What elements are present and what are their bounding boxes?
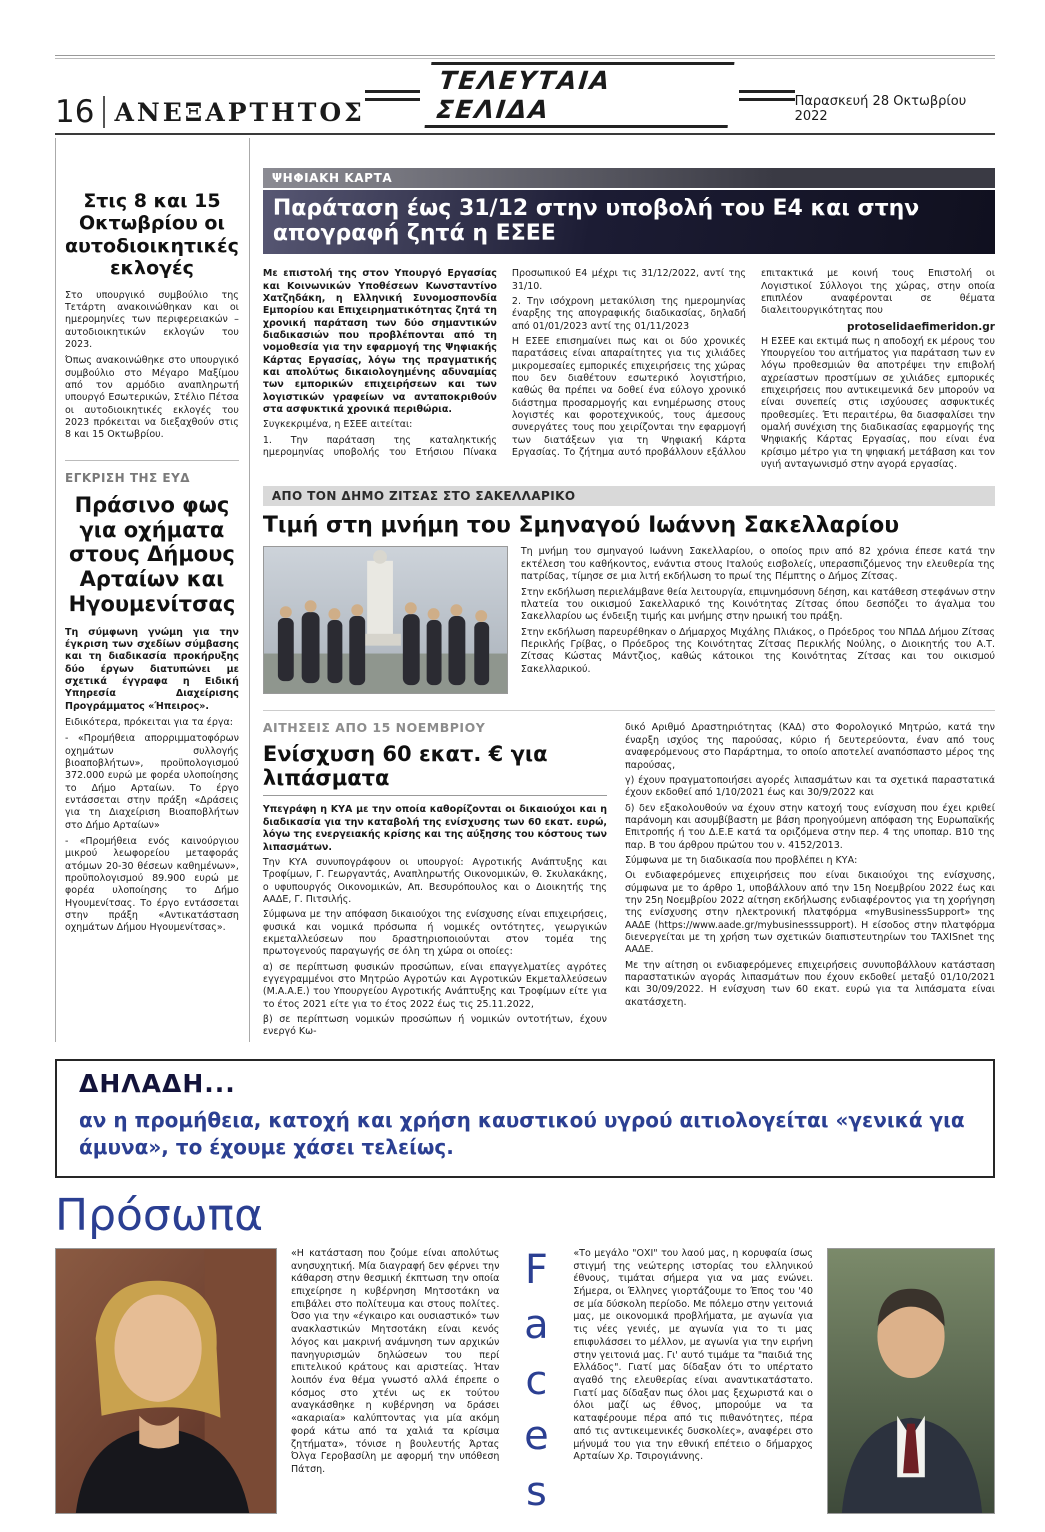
tsirogiannis-photo bbox=[827, 1248, 995, 1514]
masthead-divider bbox=[103, 96, 105, 128]
article-lead: Τη σύμφωνη γνώμη για την έγκριση των σχεδίων σύμβασης και τη διαδικασία προκήρυξης δύο έργων διατυπώνει με σχετικά έγγραφα η Ειδική Υπηρεσία Διαχείρισης Προγράμματος «Ήπειρος». bbox=[65, 626, 239, 712]
story-paragraph: Τη μνήμη του σμηναγού Ιωάννη Σακελλαρίου, ο οποίος πριν από 82 χρόνια έπεσε κατά την εκτέλεση του καθήκοντος, ενάντια στους Ιταλούς εισβολείς, υπερασπιζόμενος την ελευθερία της πατρίδας, τίμησε σε μια λιτή εκδήλωση το πρωί της Πέμπτης ο Δήμος Ζίτσας. bbox=[520, 546, 995, 583]
story-paragraph: Η ΕΣΕΕ επισημαίνει πως και οι δύο χρονικές παρατάσεις είναι απαραίτητες για τις χιλιάδες μικρομεσαίες εμπορικές επιχειρήσεις της χώρας που δεν διαθέτουν εσωτερικό λογιστήριο, καθώς θα πρέπει να δοθεί ένα εύλογο χρονικό διάστημα προσαρμογής και ενημέρωσης στους λογιστές και φοροτεχνικούς, τους άμεσους συνεργάτες τους που χειρίζονται την εφαρμογή των διατάξεων για τη Ψηφιακή Κάρτα Εργασίας. Το ζήτημα αυτό προβάλλουν εξάλλου επιτακτικά με κοινή τους Επιστολή οι Λογιστικοί Σύλλογοι της χώρας, στην οποία επιπλέον αναφέρονται σε θέματα διαλειτουργικότητας που bbox=[511, 268, 995, 459]
main-column bbox=[250, 138, 995, 1042]
section-banner bbox=[365, 62, 795, 128]
story-paragraph: 2. Την ισόχρονη μετακύλιση της ημερομηνίας έναρξης της απογραφικής διαδικασίας, δηλαδή από 01/01/2023 αντί της 01/11/2023 bbox=[511, 296, 746, 332]
vehicles-article-body bbox=[65, 627, 239, 935]
story-paragraph: Με την αίτηση οι ενδιαφερόμενες επιχειρήσεις συνυποβάλλουν κατάσταση παραστατικών αγοράς λιπασμάτων που έχουν εκδοθεί μεταξύ 01/10/2021 και 30/09/2022. Η ενίσχυση των 60 εκατ. ευρώ για τα λιπάσματα είναι ακατάσχετη. bbox=[624, 959, 995, 1008]
faces-left-quote: «Η κατάσταση που ζούμε είναι απολύτως ανησυχητική. Μία διαγραφή δεν φέρνει την κάθαρση στην θεσμική έκπτωση την οποία επιχείρησε η κυβέρνηση Μητσοτάκη να επιβάλει στο πολίτευμα και στους πολίτες. Όσο για την «έγκαιρο και ουσιαστικό» των ανακλαστικών Μητσοτάκη είναι κενός λόγος και μακρινή ανάμνηση των αρχικών πανηγυρισμών δηλώσεων του περί επιτελικού κράτους και αριστείας. Ήταν λοιπόν ένα θέμα γνωστό αλλά έπρεπε ο κόσμος στο χτένι ως εκ τούτου αναγκάσθηκε η κυβέρνηση να δράσει «ακαριαία» καλύπτοντας για μία ακόμη φορά κάτω από τα χαλιά τα κρίσιμα ζητήματα», τόνισε η βουλευτής Άρτας Όλγα Γεροβασίλη με αφορμή την υπόθεση Πάτση. bbox=[291, 1247, 500, 1476]
story-sakellariou-body bbox=[521, 546, 995, 694]
memorial-ceremony-photo bbox=[263, 546, 508, 694]
elections-article-title: Στις 8 και 15 Οκτωβρίου οι αυτοδιοικητικές εκλογές bbox=[65, 190, 239, 280]
story-paragraph: 1. Την παράταση της καταληκτικής ημερομηνίας υποβολής του Ετήσιου Πίνακα Προσωπικού Ε4 μέχρι τις 31/12/2022, αντί της 31/10. bbox=[262, 268, 746, 459]
faces-title: Πρόσωπα bbox=[55, 1189, 264, 1241]
article-paragraph: - «Προμήθεια ενός καινούργιου μικρού λεωφορείου μεταφοράς ατόμων 20-30 θέσεων καθημένων», προϋπολογισμού 89.900 ευρώ με φορέα υλοποίησης το Δήμο Ηγουμενίτσας. Το έργο εντάσσεται στην πράξη «Αντικατάσταση οχημάτων Δήμου Ηγουμενίτσας». bbox=[65, 836, 239, 934]
story-sakellariou-kicker: ΑΠΟ ΤΟΝ ΔΗΜΟ ΖΙΤΣΑΣ ΣΤΟ ΣΑΚΕΛΛΑΡΙΚΟ bbox=[263, 486, 995, 506]
elections-article-body bbox=[65, 290, 239, 442]
page-header bbox=[55, 55, 995, 135]
story-paragraph: Οι ενδιαφερόμενες επιχειρήσεις που είναι δικαιούχοι της ενίσχυσης, σύμφωνα με το άρθρο 1, υποβάλλουν από την 15η Νοεμβρίου 2022 έως και την 25η Νοεμβρίου 2022 αίτηση εκδήλωσης ενδιαφέροντος για τη χορήγηση της ενίσχυσης στην ηλεκτρονική πλατφόρμα «myBusinessSupport» της ΑΑΔΕ (https://www.aade.gr/mybusinesssupport). Η είσοδος στην πλατφόρμα διενεργείται με τη χρήση των σχετικών διαπιστευτηρίων του TAXISnet της ΑΑΔΕ. bbox=[624, 870, 995, 956]
faces-vertical-label bbox=[513, 1248, 559, 1514]
faces-section bbox=[55, 1189, 995, 1515]
story-paragraph: α) σε περίπτωση φυσικών προσώπων, είναι επαγγελματίες αγρότες εγγεγραμμένοι στο Μητρώο Αγροτών και Αγροτικών Εκμεταλλεύσεων (Μ.Α.Α.Ε.) του Υπουργείου Αγροτικής Ανάπτυξης και Τροφίμων είτε για το έτος 2021 είτε για το έτος 2022 έως τις 25.11.2022, bbox=[262, 961, 607, 1010]
banner-left-bar bbox=[365, 90, 420, 101]
masthead: ΑΝΕΞΑΡΤΗΤΟΣ bbox=[114, 97, 365, 127]
gerovasili-photo bbox=[55, 1248, 277, 1514]
story-esee-headline: Παράταση έως 31/12 στην υποβολή του Ε4 και στην απογραφή ζητά η ΕΣΕΕ bbox=[263, 190, 995, 254]
story-sakellariou bbox=[263, 486, 995, 694]
story-fertilizers bbox=[263, 710, 995, 1041]
faces-letter: e bbox=[524, 1413, 549, 1460]
story-paragraph: Την ΚΥΑ συνυπογράφουν οι υπουργοί: Αγροτικής Ανάπτυξης και Τροφίμων, Γ. Γεωργαντάς, Αναπληρωτής Οικονομικών, Θ. Σκυλακάκης, ο υφυπουργός Οικονομικών, Απ. Βεσυρόπουλος και ο Διοικητής της ΑΑΔΕ, Γ. Πιτσιλής. bbox=[262, 856, 607, 905]
diladi-text: αν η προμήθεια, κατοχή και χρήση καυστικού υγρού αιτιολογείται «γενικά για άμυνα», το έχουμε χάσει τελείως. bbox=[79, 1107, 965, 1160]
story-paragraph: δ) δεν εξακολουθούν να έχουν στην κατοχή τους ενίσχυση που έχει κριθεί παράνομη και ασυμβίβαστη με βάση προηγούμενη απόφαση της Ευρωπαϊκής Επιτροπής ή του Δ.Ε.Ε κατά τα οριζόμενα στην περ. 4 της υποπαρ. Β10 της παρ. Β του άρθρου πρώτου του ν. 4152/2013. bbox=[624, 802, 995, 851]
left-column bbox=[55, 138, 250, 1042]
story-paragraph: Συγκεκριμένα, η ΕΣΕΕ αιτείται: bbox=[262, 419, 413, 431]
story-paragraph: Σύμφωνα με την απόφαση δικαιούχοι της ενίσχυσης είναι επιχειρήσεις, φυσικά και νομικά πρόσωπα ή νομικές οντότητες, γεωργικών εκμεταλλεύσεων που δραστηριοποιούνται στον τομέα της πρωτογενούς παραγωγής σε όλη τη χώρα οι οποίες: bbox=[262, 909, 607, 958]
story-paragraph: Στην εκδήλωση περιελάμβανε θεία λειτουργία, επιμνημόσυνη δέηση, και κατάθεση στεφάνων στην πλατεία του οικισμού Σακελλαρικό της Κοινότητας Ζίτσας όπου δεσπόζει το άγαλμα του Σακελλαρίου ως ένδειξη τιμής και μνήμης στην ηρωική του πράξη. bbox=[520, 586, 995, 623]
article-paragraph: Όπως ανακοινώθηκε στο υπουργικό συμβούλιο στο Μέγαρο Μαξίμου από τον αρμόδιο αναπληρωτή υπουργό Εσωτερικών, Στέλιο Πέτσα οι αυτοδιοικητικές εκλογές του 2023 πρόκειται να διεξαχθούν στις 8 και 15 Οκτωβρίου. bbox=[65, 355, 239, 441]
vehicles-article-title: Πράσινο φως για οχήματα στους Δήμους Αρταίων και Ηγουμενίτσας bbox=[68, 492, 236, 616]
story-fertilizers-right-column bbox=[625, 720, 995, 1041]
page-number: 16 bbox=[55, 93, 95, 130]
story-paragraph: γ) έχουν πραγματοποιήσει αγορές λιπασμάτων και τα σχετικά παραστατικά έχουν εκδοθεί από 1/10/2021 έως και 30/9/2022 και bbox=[624, 774, 995, 799]
article-paragraph: - «Προμήθεια απορριμματοφόρων οχημάτων συλλογής βιοαποβλήτων», προϋπολογισμού 372.000 ευρώ με φορέα υλοποίησης το Δήμο Αρταίων. Το έργο εντάσσεται στην πράξη «Δράσεις για τη Διαχείριση Βιοαποβλήτων στο Δήμο Αρταίων» bbox=[65, 733, 239, 831]
body-grid bbox=[55, 138, 995, 1042]
faces-letter: c bbox=[525, 1357, 548, 1404]
story-esee-kicker: ΨΗΦΙΑΚΗ ΚΑΡΤΑ bbox=[263, 168, 995, 188]
diladi-box bbox=[55, 1059, 995, 1178]
faces-row bbox=[55, 1248, 995, 1514]
faces-letter: F bbox=[524, 1246, 548, 1293]
story-sakellariou-row bbox=[263, 546, 995, 694]
kicker-eyd: ΕΓΚΡΙΣΗ ΤΗΣ ΕΥΔ bbox=[65, 460, 239, 485]
story-fertilizers-headline: Ενίσχυση 60 εκατ. € για λιπάσματα bbox=[263, 742, 607, 796]
article-paragraph: Ειδικότερα, πρόκειται για τα έργα: bbox=[65, 716, 233, 728]
faces-letter: a bbox=[524, 1302, 549, 1349]
issue-date: Παρασκευή 28 Οκτωβρίου 2022 bbox=[794, 94, 967, 124]
faces-letter: s bbox=[525, 1468, 547, 1515]
banner-right-bar bbox=[739, 90, 794, 101]
story-paragraph: δικό Αριθμό Δραστηριότητας (ΚΑΔ) στο Φορολογικό Μητρώο, κατά την έναρξη ισχύος της παρούσας, κύριο ή δευτερεύοντα, έναν από τους αναφερόμενους στο Παράρτημα, το οποίο αποτελεί αναπόσπαστο μέρος της παρούσας, bbox=[624, 722, 995, 771]
masthead-group bbox=[55, 93, 365, 130]
story-esee-body bbox=[263, 268, 995, 471]
story-lead: Υπεγράφη η ΚΥΑ με την οποία καθορίζονται οι δικαιούχοι και η διαδικασία για την καταβολή της ενίσχυσης των 60 εκατ. ευρώ, λόγω της ενεργειακής κρίσης και της αύξησης του κόστους των λιπασμάτων. bbox=[262, 804, 607, 853]
story-fertilizers-kicker: ΑΙΤΗΣΕΙΣ ΑΠΟ 15 ΝΟΕΜΒΡΙΟΥ bbox=[262, 720, 486, 736]
story-fertilizers-left-column bbox=[263, 720, 607, 1041]
article-paragraph: Στο υπουργικό συμβούλιο της Τετάρτη ανακοινώθηκαν και οι ημερομηνίες των περιφερειακών – αυτοδιοικητικών εκλογών του 2023. bbox=[65, 289, 239, 350]
story-paragraph: Σύμφωνα με τη διαδικασία που προβλέπει η ΚΥΑ: bbox=[624, 854, 858, 866]
diladi-heading: ΔΗΛΑΔΗ... bbox=[79, 1068, 236, 1098]
story-esee bbox=[263, 168, 995, 471]
story-paragraph: Στην εκδήλωση παρευρέθηκαν ο Δήμαρχος Μιχάλης Πλιάκος, ο Πρόεδρος του ΝΠΔΔ Δήμου Ζίτσας Περικλής Γρίβας, ο Πρόεδρος της Κοινότητας Ζίτσας Περικλής Νούλης, ο Διοικητής του Α.Τ. Ζίτσας Κώστας Μάντζιος, καθώς κάτοικοι της Κοινότητας Ζίτσας και του οικισμού Σακελλαρικού. bbox=[520, 626, 995, 675]
story-sakellariou-headline: Τιμή στη μνήμη του Σμηναγού Ιωάννη Σακελλαρίου bbox=[262, 513, 900, 539]
story-paragraph: β) σε περίπτωση νομικών προσώπων ή νομικών οντοτήτων, έχουν ενεργό Κω- bbox=[262, 1013, 607, 1038]
section-title: ΤΕΛΕΥΤΑΙΑ ΣΕΛΙΔΑ bbox=[425, 62, 735, 128]
watermark-text: protoselidaefimeridon.gr bbox=[847, 320, 995, 333]
story-fertilizers-row bbox=[263, 720, 995, 1041]
faces-right-quote: «Το μεγάλο "ΟΧΙ" του λαού μας, η κορυφαία ίσως στιγμή της νεώτερης ιστορίας του ελληνικού έθνους, τιμάται σήμερα για να μας ενώνει. Σήμερα, οι Έλληνες γιορτάζουμε το Έπος του '40 σε μία δύσκολη περίοδο. Με πόλεμο στην γειτονιά μας, με οικονομικά προβλήματα, με αγωνία για τις νέες γενιές, με αγωνία για το τι μας επιφυλάσσει το μέλλον, με αγωνία για την ειρήνη στην γειτονιά μας. Γι' αυτό τιμάμε τα "παιδιά της Ελλάδος". Γιατί μας δίδαξαν ότι το υπέρτατο αγαθό της ελευθερίας είναι αναντικατάστατο. Γιατί μας δίδαξαν πως όλοι μας ξεχωριστά και ο όλοι μαζί ως έθνος, μπορούμε να τα καταφέρουμε πέρα από τις πιθανότητες, πέρα από τις αντικειμενικές δυσκολίες», αναφέρει στο μήνυμά του για την εθνική επέτειο ο δήμαρχος Αρταίων Χρ. Τσιρογιάννης. bbox=[573, 1247, 813, 1463]
story-lead: Με επιστολή της στον Υπουργό Εργασίας και Κοινωνικών Υποθέσεων Κωνσταντίνο Χατζηδάκη, η Ελληνική Συνομοσπονδία Εμπορίου και Επιχειρηματικότητας ζητά τη χρονική παράταση των δύο σημαντικών διαδικασιών που προβλέπονται από τη νομοθεσία για την εφαρμογή της Ψηφιακής Κάρτας Εργασίας, λόγω της πραγματικής και απολύτως δικαιολογημένης αδυναμίας των εμπορικών επιχειρήσεων και των λογιστικών γραφείων να ανταποκριθούν στα ασφυκτικά χρονικά περιθώρια. bbox=[262, 268, 497, 416]
story-paragraph: Η ΕΣΕΕ και εκτιμά πως η αποδοχή εκ μέρους του Υπουργείου του αιτήματος για παράταση των εν λόγω προθεσμιών θα αποτρέψει την επιβολή αχρείαστων προστίμων σε χιλιάδες εμπορικές επιχειρήσεις που αντικειμενικά δεν μπορούν να είναι συνεπείς στις ισχύουσες ασφυκτικές προθεσμίες. Έτι περαιτέρω, θα διασφαλίσει την ομαλή συνέχιση της διαδικασίας εφαρμογής της Ψηφιακής Κάρτας Εργασίας, που είναι ένα κρίσιμο μέτρο για τη ψηφιακή μετάβαση και τον υγιή ανταγωνισμό στην αγορά εργασίας. bbox=[760, 335, 995, 471]
